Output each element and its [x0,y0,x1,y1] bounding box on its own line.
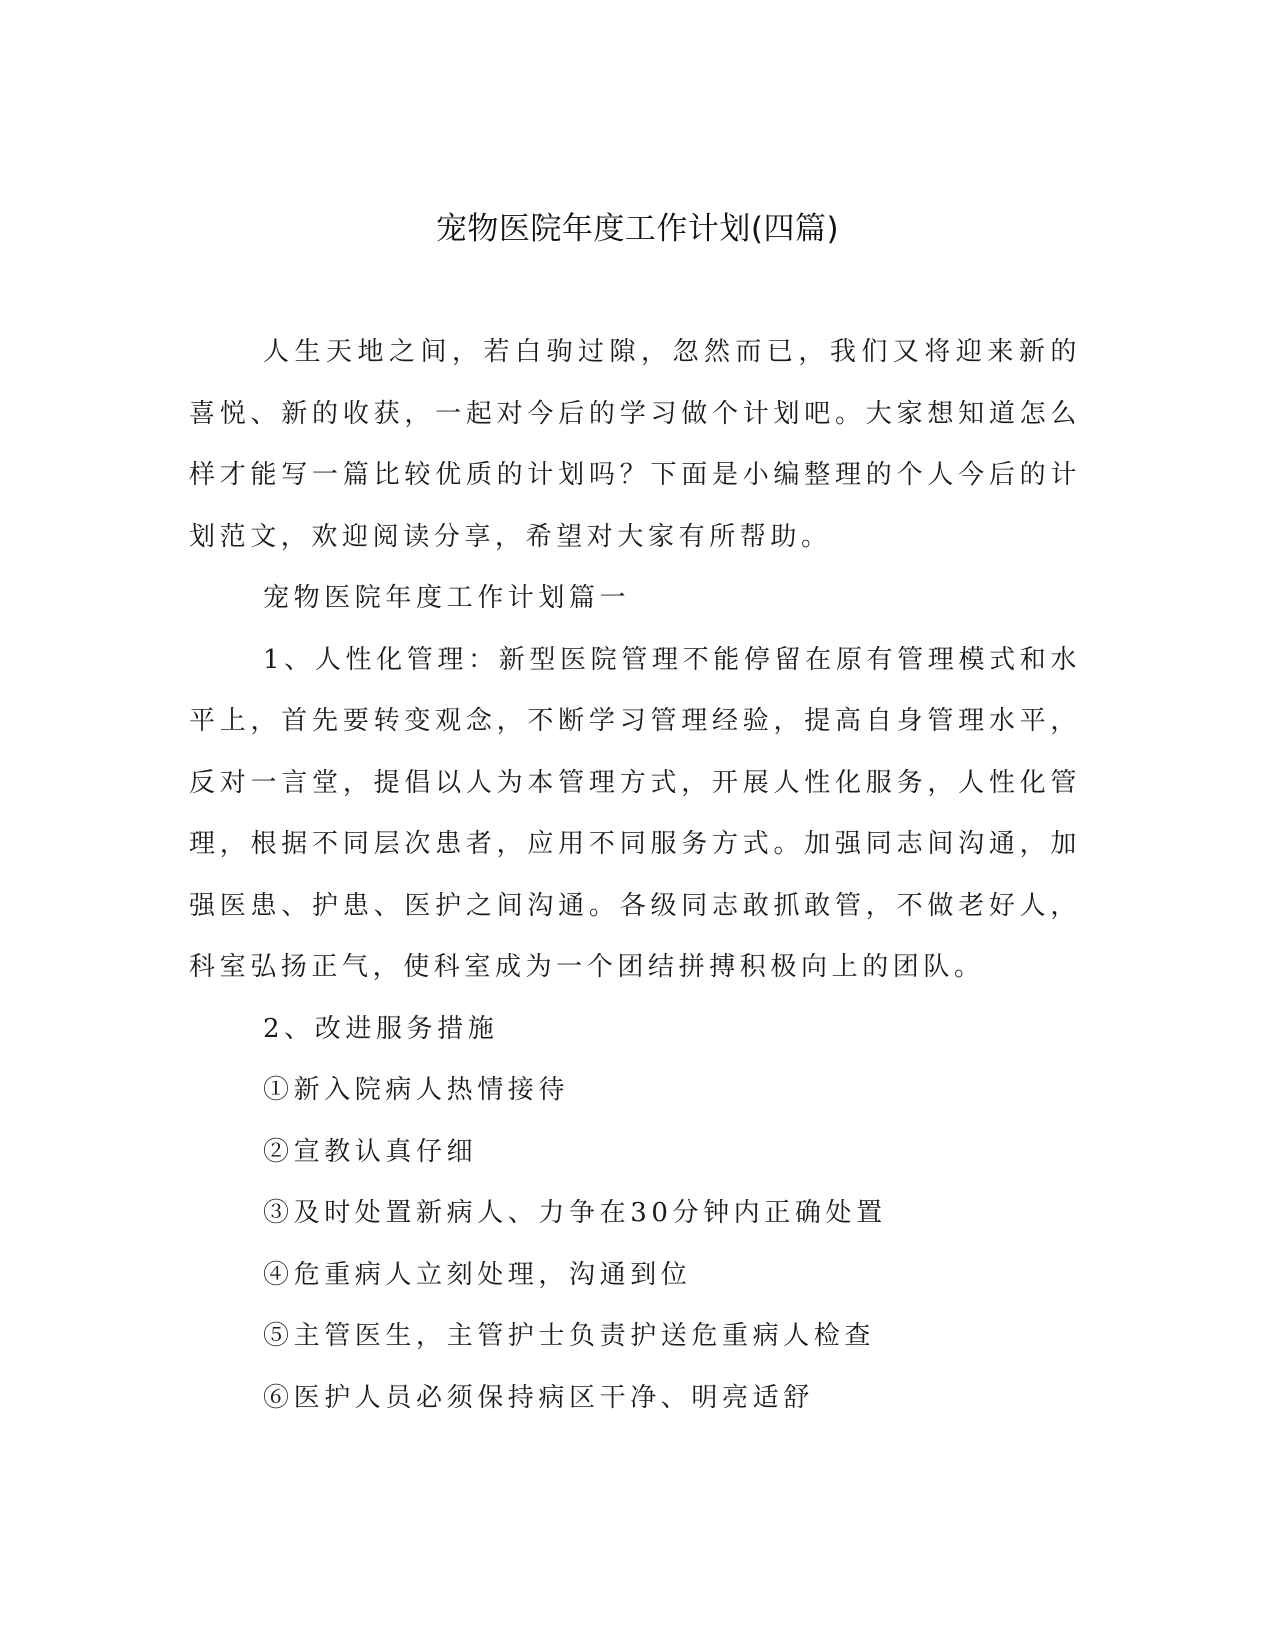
body-paragraph: 1、人性化管理：新型医院管理不能停留在原有管理模式和水平上，首先要转变观念，不断学习管理经验，提高自身管理水平，反对一言堂，提倡以人为本管理方式，开展人性化服务，人性化管理，根据不同层次患者，应用不同服务方式。加强同志间沟通，加强医患、护患、医护之间沟通。各级同志敢抓敢管，不做老好人，科室弘扬正气，使科室成为一个团结拼搏积极向上的团队。 [189,644,1081,982]
subsection-heading: 2、改进服务措施 [263,1013,499,1044]
list-item: ④危重病人立刻处理，沟通到位 [263,1259,692,1290]
list-item: ③及时处置新病人、力争在30分钟内正确处置 [263,1198,887,1228]
list-item: ⑥医护人员必须保持病区干净、明亮适舒 [263,1382,814,1413]
document-title: 宠物医院年度工作计划(四篇) [435,211,840,247]
list-item: ①新入院病人热情接待 [263,1075,570,1105]
list-item: ②宣教认真仔细 [263,1136,478,1167]
section-heading: 宠物医院年度工作计划篇一 [263,583,631,613]
list-item: ⑤主管医生，主管护士负责护送危重病人检查 [263,1321,876,1351]
document-body [189,322,1081,1429]
intro-paragraph: 人生天地之间，若白驹过隙，忽然而已，我们又将迎来新的喜悦、新的收获，一起对今后的学习做个计划吧。大家想知道怎么样才能写一篇比较优质的计划吗？下面是小编整理的个人今后的计划范文，欢迎阅读分享，希望对大家有所帮助。 [189,337,1081,552]
